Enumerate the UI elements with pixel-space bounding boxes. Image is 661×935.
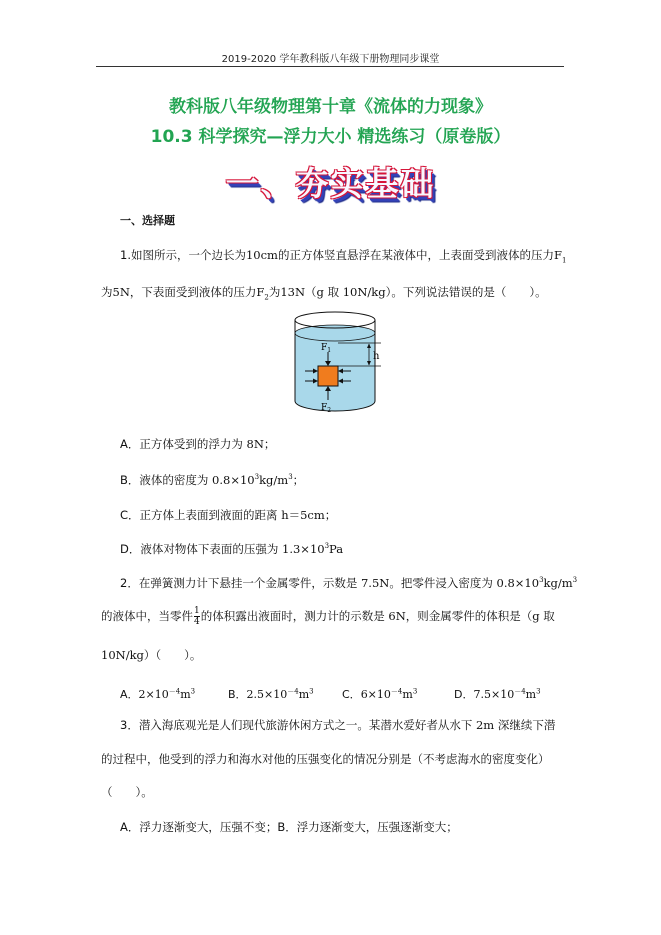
- buoyancy-figure: [285, 306, 395, 421]
- q3-option-a: A．浮力逐渐变大，压强不变；: [120, 820, 278, 834]
- q2-option-b: B．$2.5\times 10^{-4}m^3$: [228, 687, 314, 701]
- question-3-line-1: 3．潜入海底观光是人们现代旅游休闲方式之一。某潜水爱好者从水下 2m 深继续下潜: [120, 718, 556, 732]
- section-heading: 一、选择题: [120, 214, 175, 227]
- page-header: 2019-2020 学年教科版八年级下册物理同步课堂: [221, 54, 440, 65]
- question-3-line-3: （ ）。: [101, 785, 153, 799]
- chapter-title: 教科版八年级物理第十章《流体的力现象》: [169, 97, 492, 117]
- q2-option-a: A．$2\times 10^{-4}m^3$: [120, 687, 196, 701]
- q2-option-d: D．$7.5\times 10^{-4}m^3$: [454, 687, 541, 701]
- cube: [318, 366, 338, 386]
- water-surface: [295, 325, 375, 341]
- fraction-one-quarter: $\frac{1}{4}$: [194, 606, 200, 627]
- banner-title: 一、夯实基础: [225, 164, 436, 203]
- question-1-line-1: 1.如图所示，一个边长为10cm的正方体竖直悬浮在某液体中，上表面受到液体的压力$F_1$: [120, 248, 567, 265]
- q3-options: [120, 822, 458, 834]
- q1-option-c: C．正方体上表面到液面的距离 h＝5cm；: [120, 508, 337, 522]
- question-2-line-3: 10N/kg）（ ）。: [101, 648, 202, 662]
- q1-option-a: A．正方体受到的浮力为 8N；: [120, 437, 276, 451]
- q3-option-b: B．浮力逐渐变大，压强逐渐变大；: [277, 820, 458, 834]
- section-title: 10.3 科学探究—浮力大小 精选练习（原卷版）: [150, 127, 511, 147]
- header-rule: [96, 66, 564, 67]
- question-3-line-2: 的过程中，他受到的浮力和海水对他的压强变化的情况分别是（不考虑海水的密度变化）: [101, 752, 550, 766]
- f2-label: $F_2$: [321, 403, 332, 414]
- h-label: h: [373, 351, 380, 362]
- question-2-line-2: 的液体中，当零件 $\frac{1}{4}$ 的体积露出液面时，测力计的示数是 6N，则金属零件的体积是（g 取: [101, 606, 555, 627]
- q1-option-b: B．液体的密度为 $0.8\times 10^3kg/m^3$；: [120, 473, 305, 487]
- q1-option-d: D．液体对物体下表面的压强为 $1.3\times 10^3Pa$: [120, 542, 344, 556]
- question-1-line-2: 为5N，下表面受到液体的压力$F_2$为13N（g 取 10N/kg）。下列说法错误的是（ ）。: [101, 285, 547, 302]
- f1-label: $F_1$: [321, 343, 332, 354]
- q2-option-c: C．$6\times 10^{-4}m^3$: [342, 687, 418, 701]
- question-2-line-1: 2．在弹簧测力计下悬挂一个金属零件，示数是 7.5N。把零件浸入密度为 $0.8\times 10^3kg/m^3$: [120, 576, 578, 590]
